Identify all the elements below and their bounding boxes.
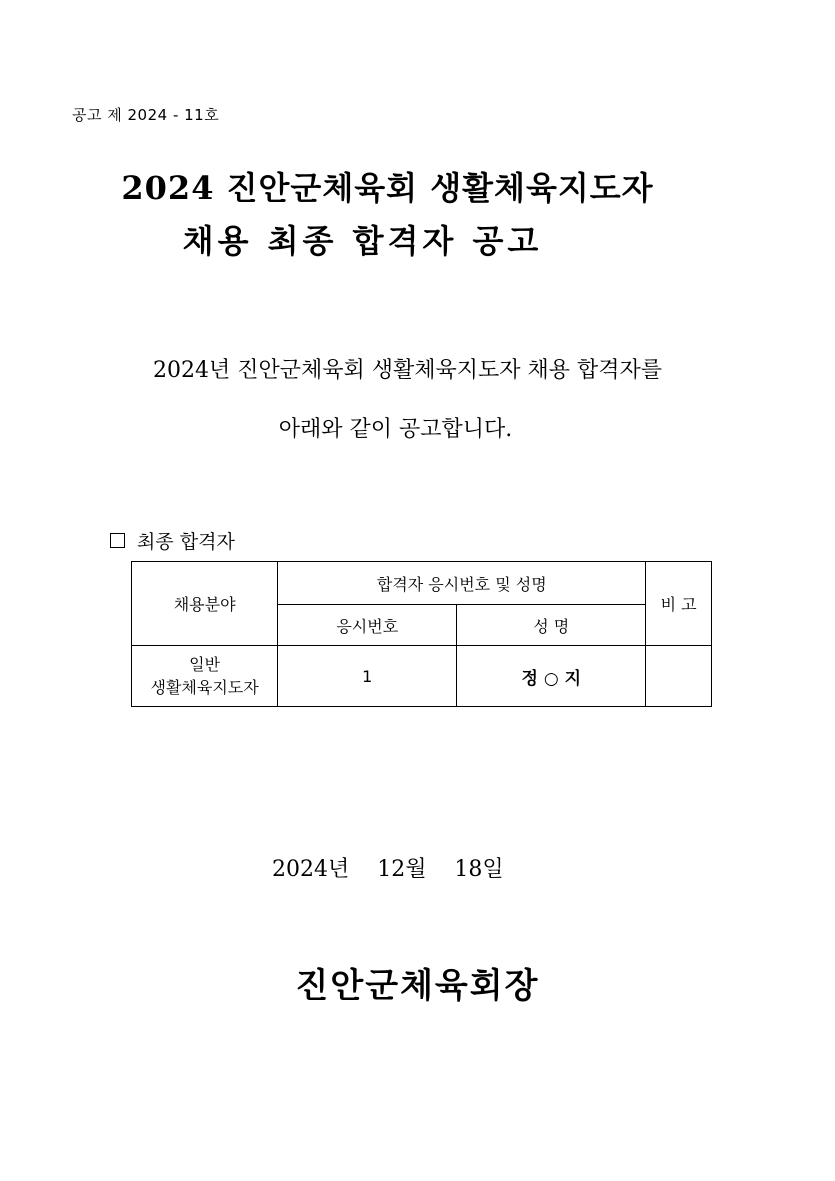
body-text-line2: 아래와 같이 공고합니다. bbox=[278, 417, 513, 442]
cell-field-line1: 일반 bbox=[189, 655, 221, 674]
cell-field bbox=[132, 646, 278, 707]
cell-exam-number: 1 bbox=[278, 646, 457, 707]
checkbox-icon bbox=[110, 533, 125, 548]
document-title-line2: 채용 최종 합격자 공고 bbox=[182, 222, 543, 260]
header-name: 성 명 bbox=[457, 605, 646, 646]
table-row bbox=[132, 646, 712, 707]
header-group: 합격자 응시번호 및 성명 bbox=[278, 562, 646, 605]
results-table bbox=[131, 561, 712, 707]
notice-number: 공고 제 2024 - 11호 bbox=[72, 106, 220, 124]
document-title-line1: 2024 진안군체육회 생활체육지도자 bbox=[121, 169, 654, 207]
cell-name: 정 ○ 지 bbox=[457, 646, 646, 707]
section-heading bbox=[110, 527, 235, 554]
header-remarks: 비 고 bbox=[646, 562, 712, 646]
cell-field-line2: 생활체육지도자 bbox=[150, 678, 259, 697]
cell-remarks bbox=[646, 646, 712, 707]
header-field: 채용분야 bbox=[132, 562, 278, 646]
body-text-line1: 2024년 진안군체육회 생활체육지도자 채용 합격자를 bbox=[152, 358, 662, 383]
header-exam-number: 응시번호 bbox=[278, 605, 457, 646]
table-header-row bbox=[132, 562, 712, 605]
section-heading-label: 최종 합격자 bbox=[137, 531, 235, 553]
document-date: 2024년 12월 18일 bbox=[272, 857, 504, 882]
signature: 진안군체육회장 bbox=[295, 966, 540, 1006]
